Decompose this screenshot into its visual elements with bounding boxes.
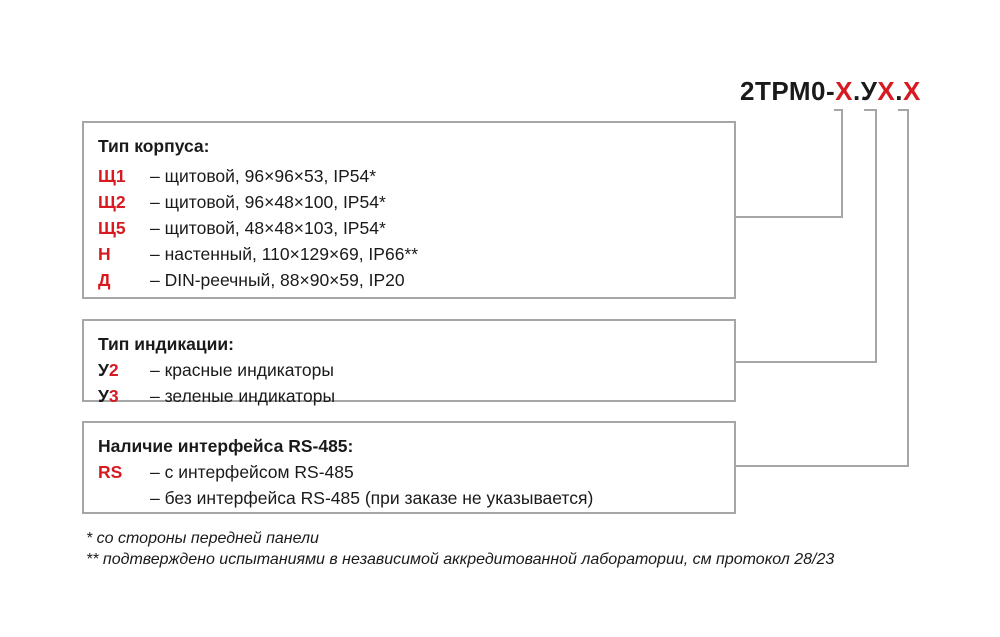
footnotes <box>86 528 834 570</box>
model-dot-2: . <box>895 76 903 106</box>
list-item <box>98 189 720 215</box>
list-item <box>98 267 720 293</box>
housing-type-box <box>82 121 736 299</box>
model-indicator-letter: У <box>860 76 878 106</box>
connector-interface <box>736 110 908 466</box>
model-var-housing: Х <box>835 76 853 106</box>
list-item <box>98 163 720 189</box>
display-code <box>98 383 119 409</box>
housing-desc: – настенный, 110×129×69, IP66** <box>150 244 419 264</box>
footnote: ** подтверждено испытаниями в независимой аккредитованной лаборатории, см протокол 28/23 <box>86 551 835 568</box>
housing-type-title: Тип корпуса: <box>98 136 210 156</box>
display-code-base: У <box>98 360 109 380</box>
display-desc: – зеленые индикаторы <box>150 386 336 406</box>
housing-code: Щ5 <box>98 218 126 238</box>
connector-display <box>736 110 876 362</box>
list-item <box>98 383 720 409</box>
connector-housing <box>736 110 842 217</box>
list-item <box>98 357 720 383</box>
footnote: * со стороны передней панели <box>86 530 319 547</box>
display-code <box>98 357 119 383</box>
display-code-base: У <box>98 386 109 406</box>
housing-desc: – DIN-реечный, 88×90×59, IP20 <box>150 270 405 290</box>
model-dot-1: . <box>852 76 861 106</box>
list-item <box>98 459 720 485</box>
housing-code: Щ1 <box>98 166 126 186</box>
display-desc: – красные индикаторы <box>150 360 334 380</box>
interface-box <box>82 421 736 514</box>
housing-code: Д <box>98 270 111 290</box>
housing-code: Н <box>98 244 111 264</box>
interface-title: Наличие интерфейса RS-485: <box>98 436 354 456</box>
display-type-box <box>82 319 736 406</box>
display-type-title: Тип индикации: <box>98 334 235 354</box>
housing-desc: – щитовой, 96×48×100, IP54* <box>150 192 386 212</box>
interface-desc: – с интерфейсом RS-485 <box>150 462 354 482</box>
display-code-suffix: 2 <box>108 360 119 380</box>
model-var-display: Х <box>877 76 896 106</box>
list-item <box>98 485 720 511</box>
list-item <box>98 241 720 267</box>
housing-code: Щ2 <box>98 192 126 212</box>
interface-code: RS <box>98 462 123 482</box>
list-item <box>98 215 720 241</box>
display-code-suffix: 3 <box>108 386 119 406</box>
housing-desc: – щитовой, 48×48×103, IP54* <box>150 218 386 238</box>
model-prefix: 2ТРМ0- <box>740 76 836 106</box>
housing-desc: – щитовой, 96×96×53, IP54* <box>150 166 377 186</box>
interface-desc: – без интерфейса RS-485 (при заказе не указывается) <box>150 488 594 508</box>
model-var-interface: Х <box>902 76 921 106</box>
